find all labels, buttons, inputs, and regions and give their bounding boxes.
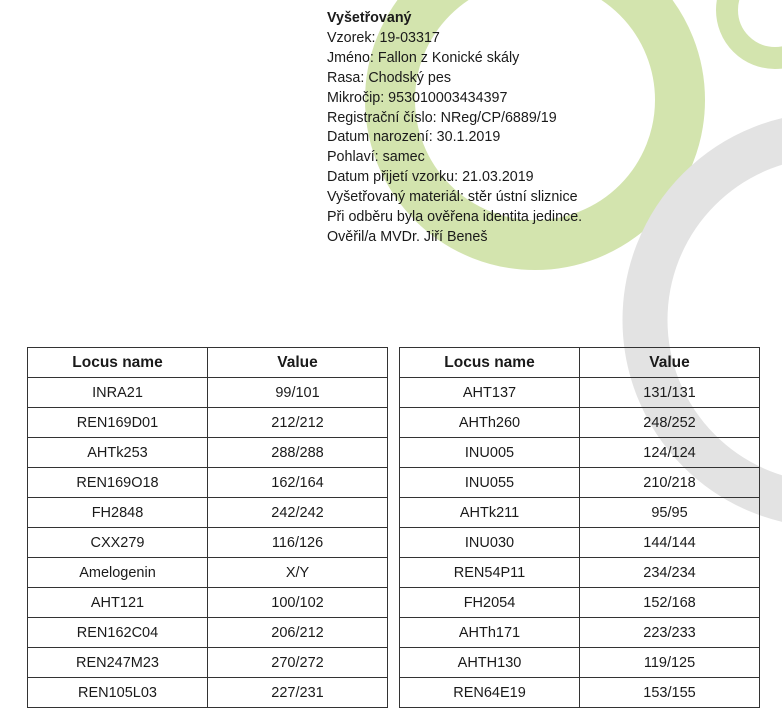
locus-name: FH2848 (28, 498, 208, 528)
green-ring-small (727, 0, 782, 58)
table-header-row (400, 348, 760, 378)
table-header-row (28, 348, 388, 378)
locus-name: INRA21 (28, 378, 208, 408)
table-row (28, 378, 388, 408)
table-row (28, 408, 388, 438)
locus-name: AHTh171 (400, 618, 580, 648)
sample-material: Vyšetřovaný materiál: stěr ústní sliznice (327, 189, 578, 206)
locus-value: 242/242 (208, 498, 388, 528)
locus-value: 270/272 (208, 648, 388, 678)
table-row (28, 678, 388, 708)
table-row (400, 648, 760, 678)
locus-name: REN247M23 (28, 648, 208, 678)
value-header: Value (580, 348, 760, 378)
locus-value: 152/168 (580, 588, 760, 618)
patient-heading: Vyšetřovaný (327, 10, 412, 26)
table-row (400, 378, 760, 408)
locus-name: AHTk253 (28, 438, 208, 468)
locus-value: 95/95 (580, 498, 760, 528)
dog-name: Jméno: Fallon z Konické skály (327, 49, 520, 66)
locus-value: 288/288 (208, 438, 388, 468)
sample-id: Vzorek: 19-03317 (327, 29, 440, 46)
locus-name: AHTk211 (400, 498, 580, 528)
locus-name: REN169D01 (28, 408, 208, 438)
birth-date: Datum narození: 30.1.2019 (327, 129, 501, 146)
locus-value: X/Y (208, 558, 388, 588)
sex: Pohlaví: samec (327, 149, 425, 166)
table-row (400, 408, 760, 438)
locus-name-header: Locus name (400, 348, 580, 378)
patient-info (327, 9, 582, 248)
locus-name: REN64E19 (400, 678, 580, 708)
table-row (28, 528, 388, 558)
locus-name: REN54P11 (400, 558, 580, 588)
locus-name: INU030 (400, 528, 580, 558)
locus-value: 119/125 (580, 648, 760, 678)
locus-value: 234/234 (580, 558, 760, 588)
table-row (400, 618, 760, 648)
table-row (28, 498, 388, 528)
locus-value: 162/164 (208, 468, 388, 498)
locus-name-header: Locus name (28, 348, 208, 378)
loci-table-left (27, 347, 388, 708)
locus-name: AHTh260 (400, 408, 580, 438)
locus-name: REN162C04 (28, 618, 208, 648)
locus-value: 210/218 (580, 468, 760, 498)
loci-table-right (399, 347, 760, 708)
verified-by: Ověřil/a MVDr. Jiří Beneš (327, 228, 488, 245)
sample-received-date: Datum přijetí vzorku: 21.03.2019 (327, 169, 534, 186)
locus-name: INU055 (400, 468, 580, 498)
registration-number: Registrační číslo: NReg/CP/6889/19 (327, 109, 557, 126)
microchip: Mikročip: 953010003434397 (327, 89, 508, 106)
breed: Rasa: Chodský pes (327, 69, 451, 86)
locus-value: 248/252 (580, 408, 760, 438)
locus-value: 100/102 (208, 588, 388, 618)
table-row (28, 558, 388, 588)
table-row (28, 438, 388, 468)
locus-name: REN169O18 (28, 468, 208, 498)
table-row (28, 648, 388, 678)
table-row (400, 498, 760, 528)
locus-name: AHT121 (28, 588, 208, 618)
table-row (400, 528, 760, 558)
locus-name: REN105L03 (28, 678, 208, 708)
table-row (400, 468, 760, 498)
locus-name: AHT137 (400, 378, 580, 408)
locus-value: 99/101 (208, 378, 388, 408)
locus-value: 131/131 (580, 378, 760, 408)
table-row (28, 468, 388, 498)
table-row (28, 588, 388, 618)
locus-name: AHTH130 (400, 648, 580, 678)
table-row (400, 588, 760, 618)
locus-value: 212/212 (208, 408, 388, 438)
locus-value: 144/144 (580, 528, 760, 558)
table-row (400, 678, 760, 708)
table-row (400, 438, 760, 468)
locus-name: CXX279 (28, 528, 208, 558)
locus-value: 223/233 (580, 618, 760, 648)
value-header: Value (208, 348, 388, 378)
locus-value: 206/212 (208, 618, 388, 648)
locus-name: INU005 (400, 438, 580, 468)
table-row (400, 558, 760, 588)
locus-name: Amelogenin (28, 558, 208, 588)
locus-value: 124/124 (580, 438, 760, 468)
locus-value: 116/126 (208, 528, 388, 558)
locus-name: FH2054 (400, 588, 580, 618)
table-row (28, 618, 388, 648)
identity-verified-note: Při odběru byla ověřena identita jedince. (327, 209, 583, 226)
loci-tables (0, 347, 782, 709)
locus-value: 153/155 (580, 678, 760, 708)
locus-value: 227/231 (208, 678, 388, 708)
